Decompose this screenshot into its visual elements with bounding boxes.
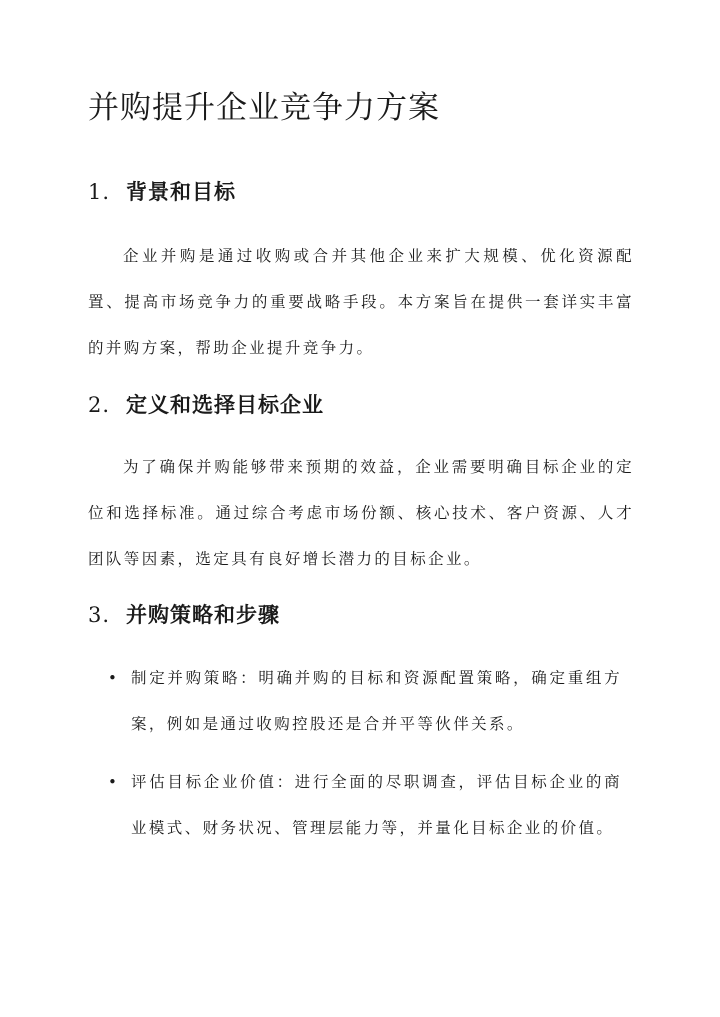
section-2-number: 2.: [88, 393, 111, 417]
section-3-number: 3.: [88, 603, 111, 627]
section-3-title: 并购策略和步骤: [126, 602, 280, 627]
section-2-title: 定义和选择目标企业: [126, 392, 324, 417]
document-title: 并购提升企业竞争力方案: [88, 90, 440, 126]
bullet-item-2-text: 评估目标企业价值：进行全面的尽职调查，评估目标企业的商业模式、财务状况、管理层能力等，并量化目标企业的价值。: [131, 773, 622, 837]
section-1-heading: [88, 176, 236, 206]
bullet-dot-icon: •: [108, 773, 120, 791]
section-2-heading: [88, 389, 324, 419]
bullet-item-1-text: 制定并购策略：明确并购的目标和资源配置策略，确定重组方案，例如是通过收购控股还是合并平等伙伴关系。: [131, 669, 622, 733]
section-1-number: 1.: [88, 180, 111, 204]
section-3-heading: [88, 599, 280, 629]
bullet-item-1: [108, 655, 622, 747]
section-1-paragraph: 企业并购是通过收购或合并其他企业来扩大规模、优化资源配置、提高市场竞争力的重要战略手段。本方案旨在提供一套详实丰富的并购方案，帮助企业提升竞争力。: [88, 247, 634, 357]
section-3-bullet-list: [108, 655, 622, 863]
section-2-paragraph: 为了确保并购能够带来预期的效益，企业需要明确目标企业的定位和选择标准。通过综合考虑市场份额、核心技术、客户资源、人才团队等因素，选定具有良好增长潜力的目标企业。: [88, 458, 634, 568]
bullet-dot-icon: •: [108, 669, 120, 687]
section-1-title: 背景和目标: [126, 179, 236, 204]
bullet-item-2: [108, 759, 622, 851]
